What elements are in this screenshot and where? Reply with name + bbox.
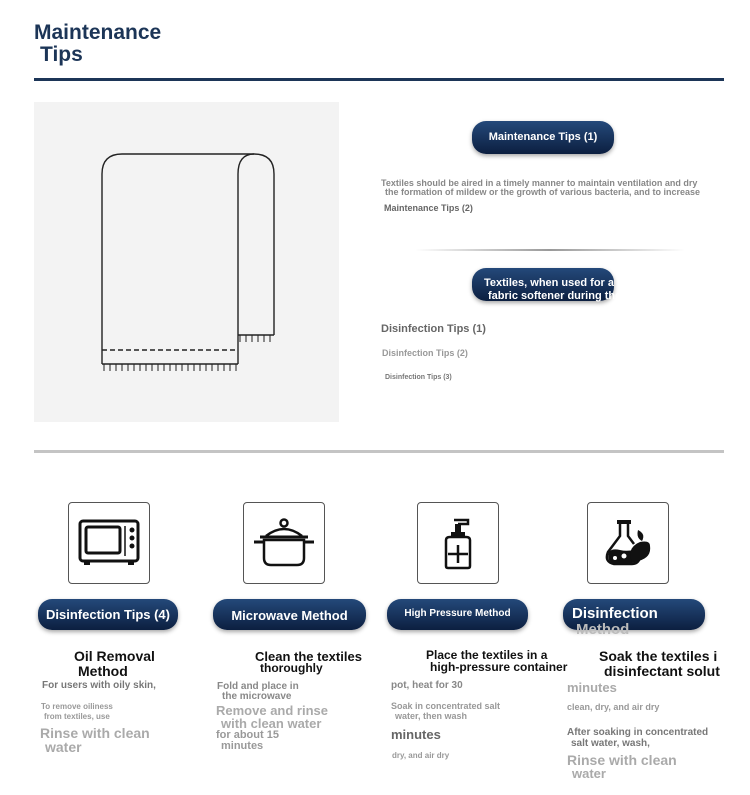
card-3-icon-box xyxy=(417,502,499,584)
disinfection-tips-2: Disinfection Tips (2) xyxy=(382,348,468,358)
card-3-text-2b: water, then wash xyxy=(395,711,468,721)
card-2-badge: Microwave Method xyxy=(213,599,366,630)
page-title-line2: Tips xyxy=(40,43,83,66)
card-1-title-line1: Oil Removal xyxy=(74,648,155,664)
card-4-text-3a: After soaking in concentrated xyxy=(567,727,709,738)
card-3-text-4: dry, and air dry xyxy=(392,751,450,760)
card-3-text-2a: Soak in concentrated salt xyxy=(391,701,501,711)
badge-line1: Textiles, when used for a long time, may bec xyxy=(484,277,717,289)
card-4-text-3b: salt water, wash, xyxy=(571,738,650,749)
card-1-icon-box xyxy=(68,502,150,584)
microwave-icon xyxy=(78,518,140,566)
card-4-title-line1: Soak the textiles i xyxy=(599,648,718,664)
card-2-text-3b: minutes xyxy=(221,740,264,752)
maintenance-tips-2-label: Maintenance Tips (2) xyxy=(384,203,473,213)
header-divider xyxy=(34,78,724,81)
tip-text-line1: Textiles should be aired in a timely manner to maintain ventilation and dry xyxy=(381,178,698,188)
card-4-badge xyxy=(563,599,705,638)
card-1-text-2b: from textiles, use xyxy=(44,712,110,721)
card-3-title-line1: Place the textiles in a xyxy=(426,648,548,662)
card-4-badge-line2: Method xyxy=(576,621,630,638)
card-3-text-1: pot, heat for 30 xyxy=(391,680,463,691)
card-1-badge: Disinfection Tips (4) xyxy=(38,599,178,630)
maintenance-tips-1-badge: Maintenance Tips (1) xyxy=(472,121,614,154)
card-2-icon-box xyxy=(243,502,325,584)
tip-text-line2: the formation of mildew or the growth of various bacteria, and to increase xyxy=(385,187,701,197)
card-2-title-line2: thoroughly xyxy=(260,661,323,675)
flask-leaf-icon xyxy=(602,518,654,570)
cooking-pot-icon xyxy=(252,518,316,568)
card-3-title-line2: high-pressure container xyxy=(430,660,568,674)
disinfection-tips-1: Disinfection Tips (1) xyxy=(381,323,486,335)
card-4-title-line2: disinfectant solut xyxy=(604,663,720,679)
card-4-text-4a: Rinse with clean xyxy=(567,752,677,768)
card-1-text-2a: To remove oiliness xyxy=(41,702,113,711)
card-4-badge-line1: Disinfection xyxy=(572,605,658,622)
card-4-text-4b: water xyxy=(572,766,606,781)
card-1-text-3a: Rinse with clean xyxy=(40,725,150,741)
disinfection-tips-3: Disinfection Tips (3) xyxy=(385,374,452,381)
page-title xyxy=(34,22,161,66)
maintenance-tips-long-badge xyxy=(472,268,721,302)
card-2-text-1b: the microwave xyxy=(222,691,292,702)
towel-illustration-panel xyxy=(34,102,339,422)
badge-line2: fabric softener during the washing process t xyxy=(488,290,721,302)
section-divider xyxy=(34,450,724,453)
card-3-text-3: minutes xyxy=(391,727,441,742)
page-title-line1: Maintenance xyxy=(34,21,162,44)
card-1-text-1: For users with oily skin, xyxy=(42,680,156,691)
card-1-text-3b: water xyxy=(45,739,82,755)
card-1-title-line2: Method xyxy=(78,663,128,679)
towel-icon xyxy=(34,102,339,422)
pump-bottle-icon xyxy=(438,518,478,570)
card-4-text-2: clean, dry, and air dry xyxy=(567,702,660,712)
card-4-icon-box xyxy=(587,502,669,584)
card-2-text-2a: Remove and rinse xyxy=(216,703,328,718)
tips-separator xyxy=(415,249,685,251)
card-3-badge: High Pressure Method xyxy=(387,599,528,630)
card-2-text-2b: with clean water xyxy=(221,716,322,731)
card-2-text-3a: for about 15 xyxy=(216,729,279,741)
card-2-title-line1: Clean the textiles xyxy=(255,649,362,664)
card-4-text-1: minutes xyxy=(567,680,617,695)
card-2-text-1a: Fold and place in xyxy=(217,681,299,692)
